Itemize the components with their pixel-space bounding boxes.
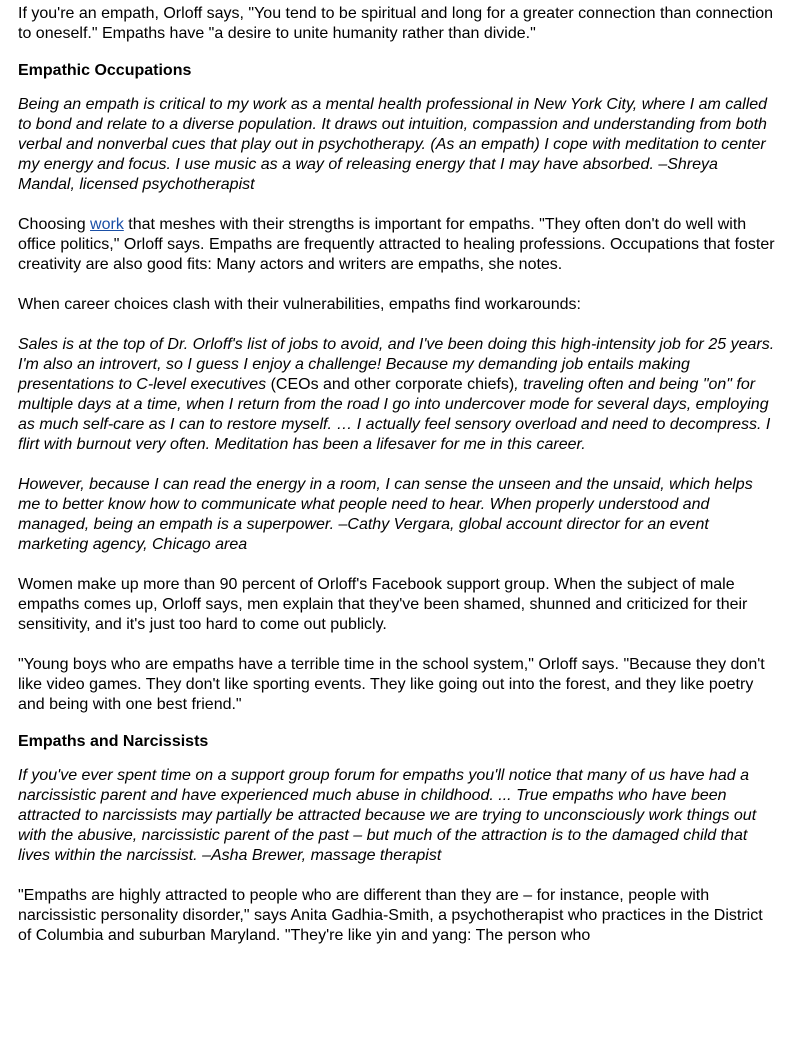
paragraph-young-boys: "Young boys who are empaths have a terrible time in the school system," Orloff says. "Because they don't like video games. They don't like sporting events. They like going out into the forest, and they like poetry and being with one best friend." <box>18 656 765 713</box>
quote-shreya-mandal: Being an empath is critical to my work as a mental health professional in New York City, where I am called to bond and relate to a diverse population. It draws out intuition, compassion and understanding from both verbal and nonverbal cues that play out in psychotherapy. (As an empath) I cope with meditation to center my energy and focus. I use music as a way of releasing energy that I may have absorbed. –Shreya Mandal, licensed psychotherapist <box>18 96 768 193</box>
paragraph-facebook-group: Women make up more than 90 percent of Orloff's Facebook support group. When the subject of male empaths comes up, Orloff says, men explain that they've been shamed, shunned and criticized for their sensitivity, and it's just too hard to come out publicly. <box>18 576 748 633</box>
text-segment: , traveling often and being "on" for multiple days at a time, when I return from the road I go into undercover mode for several days, employing as much self-care as I can to restore myself. … I actually feel sensory overload and need to decompress. I flirt with burnout very often. Meditation has been a lifesaver for me in this career. <box>18 376 771 453</box>
paragraph-spiritual: If you're an empath, Orloff says, "You tend to be spiritual and long for a greater connection than connection to oneself." Empaths have "a desire to unite humanity rather than divide." <box>18 5 773 42</box>
paragraph-gadhia-smith: "Empaths are highly attracted to people who are different than they are – for instance, people with narcissistic personality disorder," says Anita Gadhia-Smith, a psychotherapist who practices in the District of Columbia and suburban Maryland. "They're like yin and yang: The person who <box>18 887 763 944</box>
paragraph-workarounds: When career choices clash with their vulnerabilities, empaths find workarounds: <box>18 296 581 313</box>
heading-empathic-occupations: Empathic Occupations <box>18 62 192 79</box>
paragraph-choosing-work <box>18 215 776 275</box>
heading-empaths-and-narcissists: Empaths and Narcissists <box>18 733 209 750</box>
quote-asha-brewer: If you've ever spent time on a support group forum for empaths you'll notice that many of us have had a narcissistic parent and have experienced much abuse in childhood. ... True empaths who have been attracted to narcissists may partially be attracted because we are trying to unconsciously work things out with the abusive, narcissistic parent of the past – but much of the attraction is to the damaged child that lives within the narcissist. –Asha Brewer, massage therapist <box>18 767 757 864</box>
quote-cathy-vergara-part2: However, because I can read the energy in a room, I can sense the unseen and the unsaid, which helps me to better know how to communicate what people need to hear. When properly understood and managed, being an empath is a superpower. –Cathy Vergara, global account director for an event marketing agency, Chicago area <box>18 476 753 553</box>
quote-cathy-vergara-part1 <box>18 335 776 455</box>
text-segment-roman: (CEOs and other corporate chiefs) <box>270 376 515 393</box>
work-link[interactable]: work <box>90 216 124 233</box>
text-segment: that meshes with their strengths is important for empaths. "They often don't do well with office politics," Orloff says. Empaths are frequently attracted to healing professions. Occupations that foster creativity are also good fits: Many actors and writers are empaths, she notes. <box>18 216 775 273</box>
text-segment: Choosing <box>18 216 91 233</box>
text-segment: Sales is at the top of Dr. Orloff's list of jobs to avoid, and I've been doing this high-intensity job for 25 years. I'm also an introvert, so I guess I enjoy a challenge! Because my demanding job entails making presentations to C-level executives <box>18 336 775 393</box>
